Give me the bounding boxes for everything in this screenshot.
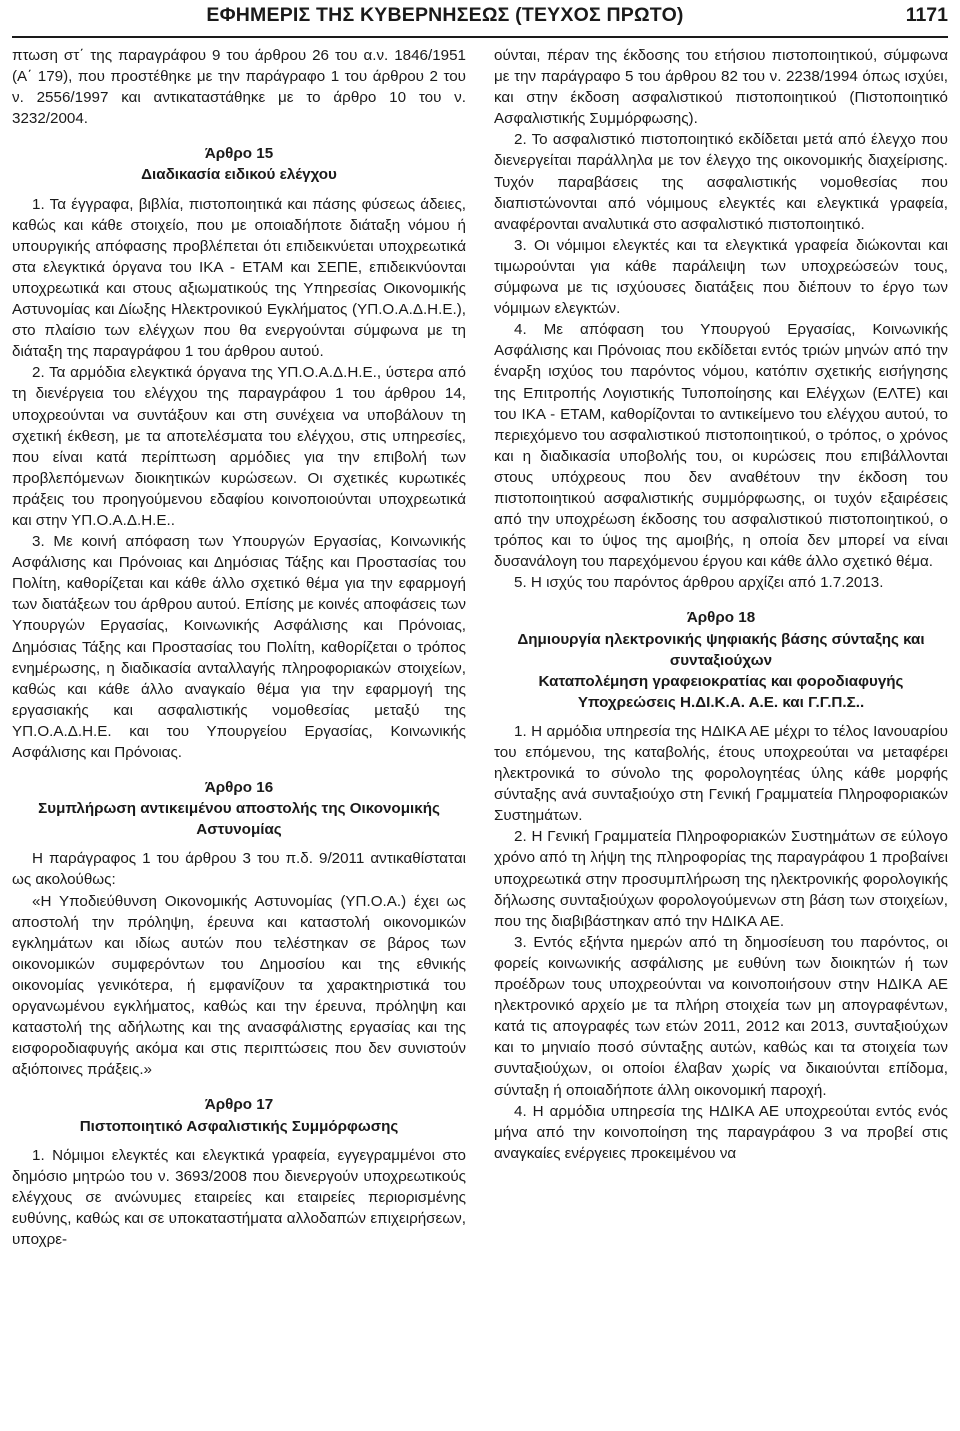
article-16-paragraph-1: Η παράγραφος 1 του άρθρου 3 του π.δ. 9/2011 αντικαθίσταται ως ακολούθως: [12,850,466,889]
article-17-number: Άρθρο 17 [204,1096,274,1114]
article-15-title: Διαδικασία ειδικού ελέγχου [141,166,337,184]
article-17-title: Πιστοποιητικό Ασφαλιστικής Συμμόρφωσης [79,1117,399,1135]
article-18-title-3: Υποχρεώσεις Η.ΔΙ.Κ.Α. Α.Ε. και Γ.Γ.Π.Σ.. [577,693,865,711]
article-18-number: Άρθρο 18 [686,609,756,627]
page-header [12,0,948,38]
article-17-paragraph-5: 5. Η ισχύς του παρόντος άρθρου αρχίζει από 1.7.2013. [514,574,884,592]
gazette-title: ΕΦΗΜΕΡΙΣ ΤΗΣ ΚΥΒΕΡΝΗΣΕΩΣ (ΤΕΥΧΟΣ ΠΡΩΤΟ) [206,4,684,26]
article-17-paragraph-2: 2. Το ασφαλιστικό πιστοποιητικό εκδίδεται μετά από έλεγχο που διενεργείται παράλληλα με τον έλεγχο της οικονομικής διαχείρισης. Τυχόν παραβάσεις της ασφαλιστικής νομοθεσίας που διαπιστώνονται από νόμιμους ελεγκτές και ελεγκτικά γραφεία, αναφέρονται αναλυτικά στο ασφαλιστικό πιστοποιητικό. [494,131,948,233]
continued-paragraph-right: ούνται, πέραν της έκδοσης του ετήσιου πιστοποιητικού, σύμφωνα με την παράγραφο 5 του άρθρου 82 του ν. 2238/1994 όπως ισχύει, και στην έκδοση ασφαλιστικού πιστοποιητικού (Πιστοποιητικό Ασφαλιστικής Συμμόρφωσης). [494,47,948,128]
article-18-title-2: Καταπολέμηση γραφειοκρατίας και φοροδιαφυγής [538,672,904,690]
left-column [12,45,466,1250]
continued-paragraph: πτωση στ΄ της παραγράφου 9 του άρθρου 26 του α.ν. 1846/1951 (Α΄ 179), που προστέθηκε με την παράγραφο 1 του άρθρου 2 του ν. 2556/1997 και αντικαταστάθηκε με το άρθρο 10 του ν. 3232/2004. [12,47,466,128]
article-15-paragraph-2: 2. Τα αρμόδια ελεγκτικά όργανα της ΥΠ.Ο.Α.Δ.Η.Ε., ύστερα από τη διενέργεια του ελέγχου της παραγράφου 1 του άρθρου 14, υποχρεούνται να συντάξουν και στη συνέχεια να υποβάλουν τη σχετική έκθεση, με τα αποτελέσματα του ελέγχου, στις υπηρεσίες, που είναι κατά περίπτωση αρμόδιες για την επιβολή των προβλεπόμενων διοικητικών κυρώσεων. Οι σχετικές κυρωτικές πράξεις του προηγούμενου εδαφίου κοινοποιούνται υποχρεωτικά και στην ΥΠ.Ο.Α.Δ.Η.Ε.. [12,364,466,529]
article-16-paragraph-2: «Η Υποδιεύθυνση Οικονομικής Αστυνομίας (ΥΠ.Ο.Α.) έχει ως αποστολή την πρόληψη, έρευνα και καταστολή οικονομικών εγκλημάτων και ιδίως αυτών που τελέστηκαν σε βάρος των οικονομικών συμφερόντων του Δημοσίου και της εθνικής οικονομίας γενικότερα, ή εμφανίζουν τα χαρακτηριστικά του οργανωμένου εγκλήματος, καθώς και την έρευνα, πρόληψη και καταστολή της αδήλωτης και της ανασφάλιστης εργασίας και της εισφοροδιαφυγής ακόμα και στις περιπτώσεις που δεν συνιστούν αξιόποινες πράξεις.» [12,892,466,1079]
article-18-title-1: Δημιουργία ηλεκτρονικής ψηφιακής βάσης σύνταξης και συνταξιούχων [517,630,925,669]
article-16-number: Άρθρο 16 [204,779,274,797]
right-column [494,45,948,1250]
article-17-paragraph-1: 1. Νόμιμοι ελεγκτές και ελεγκτικά γραφεία, εγγεγραμμένοι στο δημόσιο μητρώο του ν. 3693/2008 που διενεργούν υποχρεωτικούς ελέγχους σε ανώνυμες εταιρείες και εταιρείες περιορισμένης ευθύνης, καθώς και σε υποκαταστήματα αλλοδαπών επιχειρήσεων, υποχρε- [12,1146,466,1248]
article-17-paragraph-3: 3. Οι νόμιμοι ελεγκτές και τα ελεγκτικά γραφεία διώκονται και τιμωρούνται για κάθε παράλειψη των υποχρεώσεών τους, σύμφωνα με τις ισχύουσες διατάξεις που διέπουν το έργο των νόμιμων ελεγκτών. [494,236,948,318]
article-17-paragraph-4: 4. Με απόφαση του Υπουργού Εργασίας, Κοινωνικής Ασφάλισης και Πρόνοιας που εκδίδεται εντός τριών μηνών από την έναρξη ισχύος του παρόντος νόμου, κατόπιν σχετικής εισήγησης της Επιτροπής Λογιστικής Τυποποίησης και Ελέγχων (ΕΛΤΕ) και του ΙΚΑ - ΕΤΑΜ, καθορίζονται το αντικείμενο του ελέγχου αυτού, το περιεχόμενο του ασφαλιστικού πιστοποιητικού, ο τρόπος, ο χρόνος και η διαδικασία υποβολής του, οι κυρώσεις που επιβάλλονται στους υπόχρεους που δεν αναθέτουν την έκδοση του πιστοποιητικού ασφαλιστικής συμμόρφωσης, οι τυχόν εξαιρέσεις από την υποχρέωση έκδοσης του ασφαλιστικού πιστοποιητικού, ο τρόπος και το ύψος της αμοιβής, η οποία δεν μπορεί να είναι δυσανάλογη του παρεχόμενου έργου και κάθε άλλο σχετικό θέμα. [494,321,948,571]
article-18-paragraph-2: 2. Η Γενική Γραμματεία Πληροφοριακών Συστημάτων σε εύλογο χρόνο από τη λήψη της πληροφορίας της παραγράφου 1 προβαίνει υποχρεωτικά στην προσυμπλήρωση της ηλεκτρονικής φορολογικής δήλωσης συνταξιούχων φορολογούμενων στη βάση των στοιχείων, που της διαβιβάστηκαν από την ΗΔΙΚΑ ΑΕ. [494,828,948,930]
article-15-paragraph-3: 3. Με κοινή απόφαση των Υπουργών Εργασίας, Κοινωνικής Ασφάλισης και Πρόνοιας και Δημόσιας Τάξης και Προστασίας του Πολίτη, καθορίζεται και κάθε άλλο σχετικό θέμα για την εφαρμογή των διατάξεων του άρθρου αυτού. Επίσης με κοινές αποφάσεις των Υπουργών Εργασίας, Κοινωνικής Ασφάλισης και Πρόνοιας, Δημόσιας Τάξης και Προστασίας του Πολίτη, καθορίζεται ο τρόπος ενημέρωσης, η διαδικασία ανταλλαγής πληροφοριακών στοιχείων, καθώς και κάθε άλλο αναγκαίο θέμα για την εφαρμογή της εργασιακής και ασφαλιστικής νομοθεσίας μεταξύ της ΥΠ.Ο.Α.Δ.Η.Ε. και του Υπουργείου Εργασίας, Κοινωνικής Ασφάλισης και Πρόνοιας. [12,533,466,761]
text-columns [12,45,948,1250]
article-15-number: Άρθρο 15 [204,145,274,163]
article-18-paragraph-1: 1. Η αρμόδια υπηρεσία της ΗΔΙΚΑ ΑΕ μέχρι το τέλος Ιανουαρίου του επόμενου, της καταβολής, έτους υποχρεούται να μεταφέρει ηλεκτρονικά το σύνολο της φορολογητέας ύλης κάθε μορφής σύνταξης ανά συνταξιούχο στη Γενική Γραμματεία Πληροφοριακών Συστημάτων. [494,722,948,825]
page-number: 1171 [905,4,948,26]
article-15-paragraph-1: 1. Τα έγγραφα, βιβλία, πιστοποιητικά και πάσης φύσεως άδειες, καθώς και κάθε στοιχείο, που με οποιαδήποτε διάταξη νόμου ή υπουργικής απόφασης προβλέπεται ότι επιδεικνύεται υποχρεωτικά στα ελεγκτικά όργανα του ΙΚΑ - ΕΤΑΜ και ΣΕΠΕ, επιδεικνύονται υποχρεωτικά και στους αξιωματικούς της Υπηρεσίας Οικονομικής Αστυνομίας και Δίωξης Ηλεκτρονικού Εγκλήματος (ΥΠ.Ο.Α.Δ.Η.Ε.), στο πλαίσιο των ελέγχων που θα ενεργούνται σύμφωνα με τη διάταξη της παραγράφου 1 του άρθρου αυτού. [12,195,466,361]
article-18-paragraph-3: 3. Εντός εξήντα ημερών από τη δημοσίευση του παρόντος, οι φορείς κοινωνικής ασφάλισης με ευθύνη των διοικητών ή των προέδρων τους υποχρεούνται να κοινοποιήσουν στην ΗΔΙΚΑ ΑΕ ηλεκτρονικό αρχείο με τα πλήρη στοιχεία των μη απογραφέντων, κατά τις απογραφές των ετών 2011, 2012 και 2013, συνταξιούχων και το μηνιαίο ποσό σύνταξης αυτών, καθώς και τα στοιχεία των συνταξιούχων, οι οποίοι έλαβαν χωρίς να δικαιούνται επίδομα, σύνταξη ή οποιαδήποτε άλλη οικονομική παροχή. [494,933,948,1099]
article-16-title: Συμπλήρωση αντικειμένου αποστολής της Οικονομικής Αστυνομίας [38,800,440,839]
article-18-paragraph-4: 4. Η αρμόδια υπηρεσία της ΗΔΙΚΑ ΑΕ υποχρεούται εντός ενός μήνα από την κοινοποίηση της παραγράφου 3 να προβεί στις αναγκαίες ενέργειες προκειμένου να [494,1102,948,1162]
